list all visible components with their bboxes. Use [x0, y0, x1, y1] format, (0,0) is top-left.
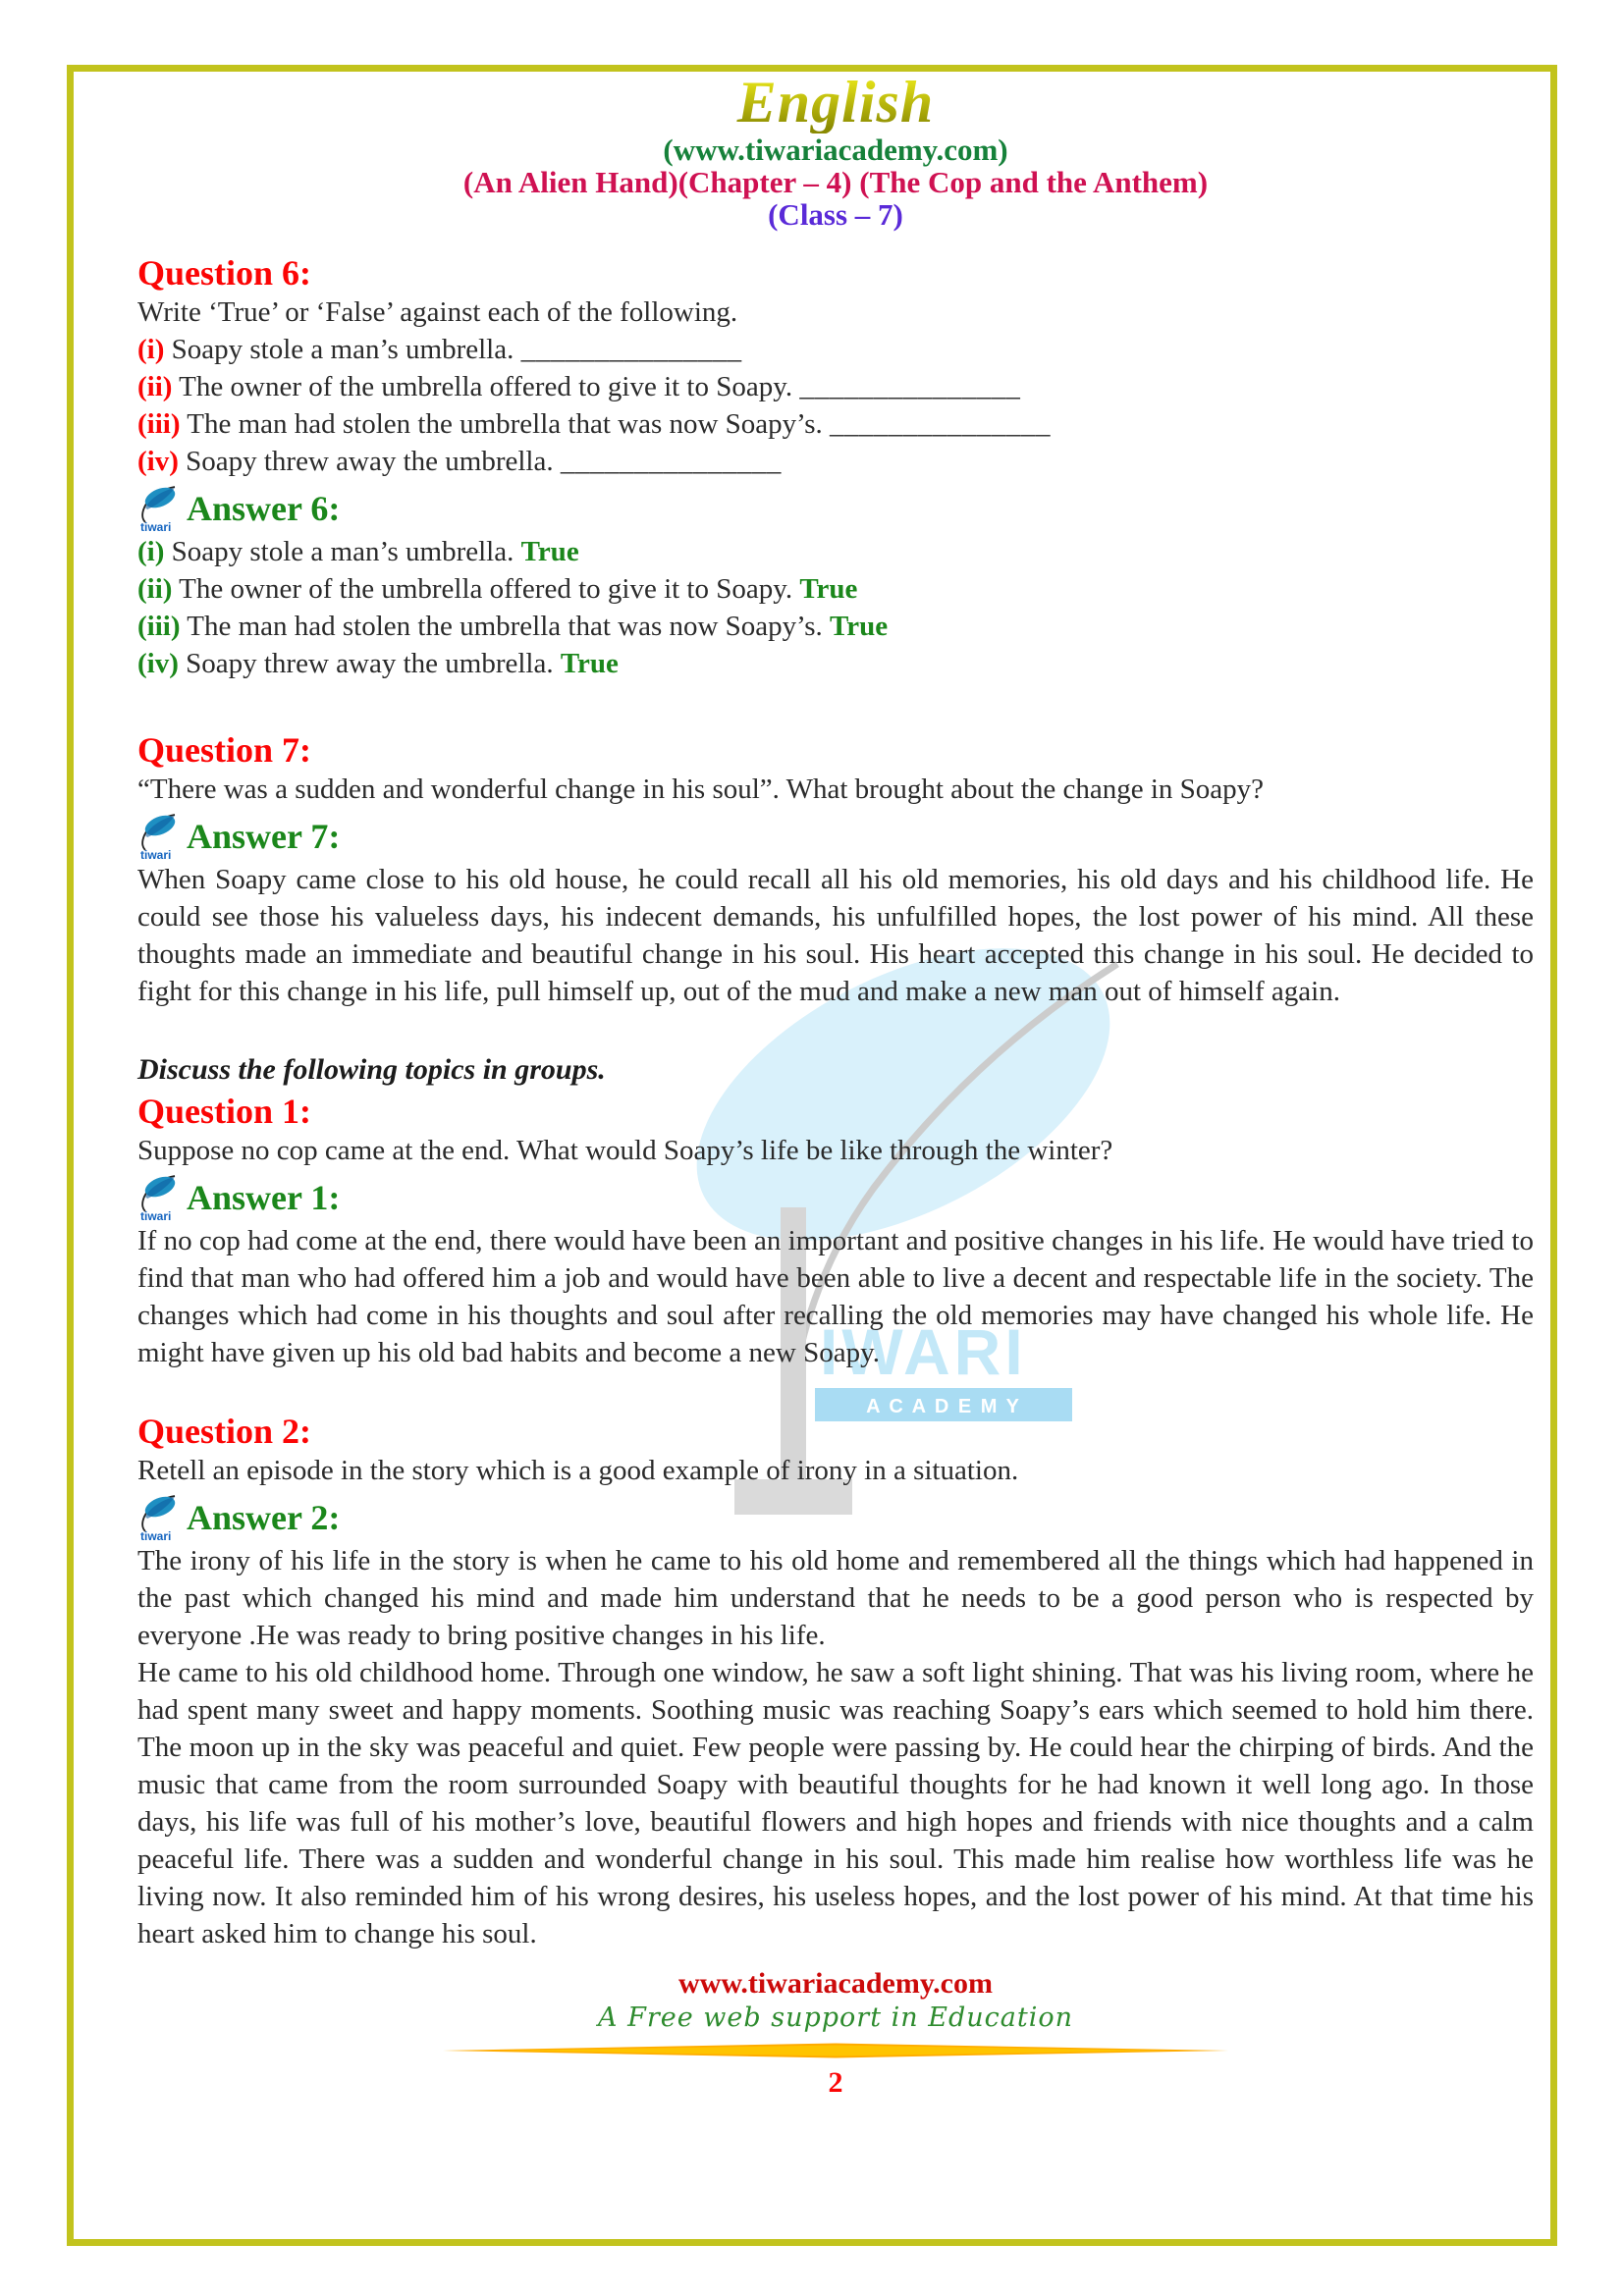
tf-answer-item-3 — [137, 608, 1534, 645]
svg-text:tiwari: tiwari — [140, 1209, 172, 1222]
answer-2-heading — [137, 1493, 1534, 1542]
question-1-text: Suppose no cop came at the end. What would Soapy’s life be like through the winter? — [137, 1135, 1113, 1166]
watermark-word-academy: A C A D E M Y — [866, 1396, 1021, 1417]
answer-blank: _______________ — [830, 408, 1052, 440]
tiwari-logo-icon — [137, 812, 179, 861]
item-text: Soapy stole a man’s umbrella. — [171, 334, 514, 365]
question-6-prompt: Write ‘True’ or ‘False’ against each of the following. — [137, 296, 738, 328]
item-numeral: (iv) — [137, 648, 179, 679]
svg-text:tiwari: tiwari — [140, 848, 172, 861]
discuss-section-heading: Discuss the following topics in groups. — [137, 1053, 606, 1086]
answer-2-paragraph-1: The irony of his life in the story is when he came to his old home and remembered all the things which had happened in the past which changed his mind and made him understand that he needs to be a good person who is respected by everyone .He was ready to bring positive changes in his life. — [137, 1545, 1534, 1651]
page-number: 2 — [828, 2066, 843, 2099]
answer-blank: _______________ — [520, 334, 742, 365]
tf-question-item-4 — [137, 443, 1534, 480]
answer-7-heading — [137, 812, 1534, 861]
tiwari-logo-icon — [137, 1173, 179, 1222]
question-6-heading: Question 6: — [137, 253, 312, 293]
answer-blank: _______________ — [799, 371, 1021, 402]
answer-label: Answer 6: — [187, 489, 341, 528]
item-text: Soapy threw away the umbrella. — [186, 446, 554, 477]
item-text: The man had stolen the umbrella that was now Soapy’s. — [187, 611, 823, 642]
answer-label: Answer 7: — [187, 817, 341, 856]
tf-answer-item-2 — [137, 570, 1534, 608]
item-numeral: (i) — [137, 536, 165, 567]
tf-answer-item-4 — [137, 645, 1534, 682]
watermark-word-tiwari: IWARI — [820, 1315, 1027, 1388]
question-1-heading: Question 1: — [137, 1092, 312, 1131]
question-7-text: “There was a sudden and wonderful change in his soul”. What brought about the change in Soapy? — [137, 774, 1265, 805]
tf-question-item-3 — [137, 405, 1534, 443]
true-answer: True — [520, 536, 579, 567]
subject-title: English — [137, 71, 1534, 133]
answer-label: Answer 1: — [187, 1178, 341, 1217]
answer-1-paragraph: If no cop had come at the end, there would have been an important and positive changes in his life. He would have tried to find that man who had offered him a job and would have been able to live a decent and respectable life in the society. The changes which had come in his thoughts and soul after recalling the old memories may have changed his whole life. He might have given up his old bad habits and become a new Soapy. — [137, 1225, 1534, 1368]
footer-divider-line — [443, 2043, 1228, 2058]
item-text: The owner of the umbrella offered to give it to Soapy. — [179, 371, 793, 402]
item-text: The man had stolen the umbrella that was now Soapy’s. — [187, 408, 823, 440]
answer-6-heading — [137, 484, 1534, 533]
question-7-heading: Question 7: — [137, 730, 312, 770]
true-answer: True — [560, 648, 619, 679]
svg-text:tiwari: tiwari — [140, 520, 172, 533]
item-numeral: (ii) — [137, 573, 173, 605]
tf-answer-item-1 — [137, 533, 1534, 570]
tf-question-item-2 — [137, 368, 1534, 405]
tiwari-logo-icon — [137, 1493, 179, 1542]
page-footer — [137, 1966, 1534, 2100]
item-numeral: (ii) — [137, 371, 173, 402]
item-numeral: (i) — [137, 334, 165, 365]
item-text: The owner of the umbrella offered to give it to Soapy. — [179, 573, 793, 605]
answer-2-paragraph-2: He came to his old childhood home. Through one window, he saw a soft light shining. That was his living room, where he had spent many sweet and happy moments. Soothing music was reaching Soapy’s ears which seemed to hold him there. The moon up in the sky was peaceful and quiet. Few people were passing by. He could hear the chirping of birds. And the music that came from the room surrounded Soapy with beautiful thoughts for he had known it well long ago. In those days, his life was full of his mother’s love, beautiful flowers and high hopes and friends with nice thoughts and a calm peaceful life. There was a sudden and wonderful change in his soul. This made him realise how worthless life was he living now. It also reminded him of his wrong desires, his useless hopes, and the lost power of his mind. At that time his heart asked him to change his soul. — [137, 1657, 1534, 1949]
item-numeral: (iv) — [137, 446, 179, 477]
item-text: Soapy stole a man’s umbrella. — [171, 536, 514, 567]
footer-tagline: A Free web support in Education — [598, 2002, 1073, 2033]
question-2-text: Retell an episode in the story which is a good example of irony in a situation. — [137, 1455, 1019, 1486]
answer-blank: _______________ — [560, 446, 782, 477]
header-class-line: (Class – 7) — [768, 197, 903, 232]
page-content — [137, 71, 1534, 2100]
header-chapter-line: (An Alien Hand)(Chapter – 4) (The Cop and the Anthem) — [462, 165, 1209, 199]
item-numeral: (iii) — [137, 408, 181, 440]
true-answer: True — [799, 573, 858, 605]
page-header — [137, 71, 1534, 231]
answer-label: Answer 2: — [187, 1498, 341, 1537]
item-text: Soapy threw away the umbrella. — [186, 648, 554, 679]
header-website: (www.tiwariacademy.com) — [663, 133, 1008, 167]
true-answer: True — [830, 611, 889, 642]
answer-7-paragraph: When Soapy came close to his old house, he could recall all his old memories, his old days and his childhood life. He could see those his valueless days, his indecent demands, his unfulfilled hopes, the lost power of his mind. All these thoughts made an immediate and beautiful change in his soul. His heart accepted this change in his soul. He decided to fight for this change in his life, pull himself up, out of the mud and make a new man out of himself again. — [137, 864, 1534, 1007]
tiwari-logo-icon — [137, 484, 179, 533]
item-numeral: (iii) — [137, 611, 181, 642]
answer-1-heading — [137, 1173, 1534, 1222]
footer-website: www.tiwariacademy.com — [678, 1967, 993, 2000]
question-2-heading: Question 2: — [137, 1412, 312, 1451]
tf-question-item-1 — [137, 331, 1534, 368]
svg-text:tiwari: tiwari — [140, 1529, 172, 1542]
